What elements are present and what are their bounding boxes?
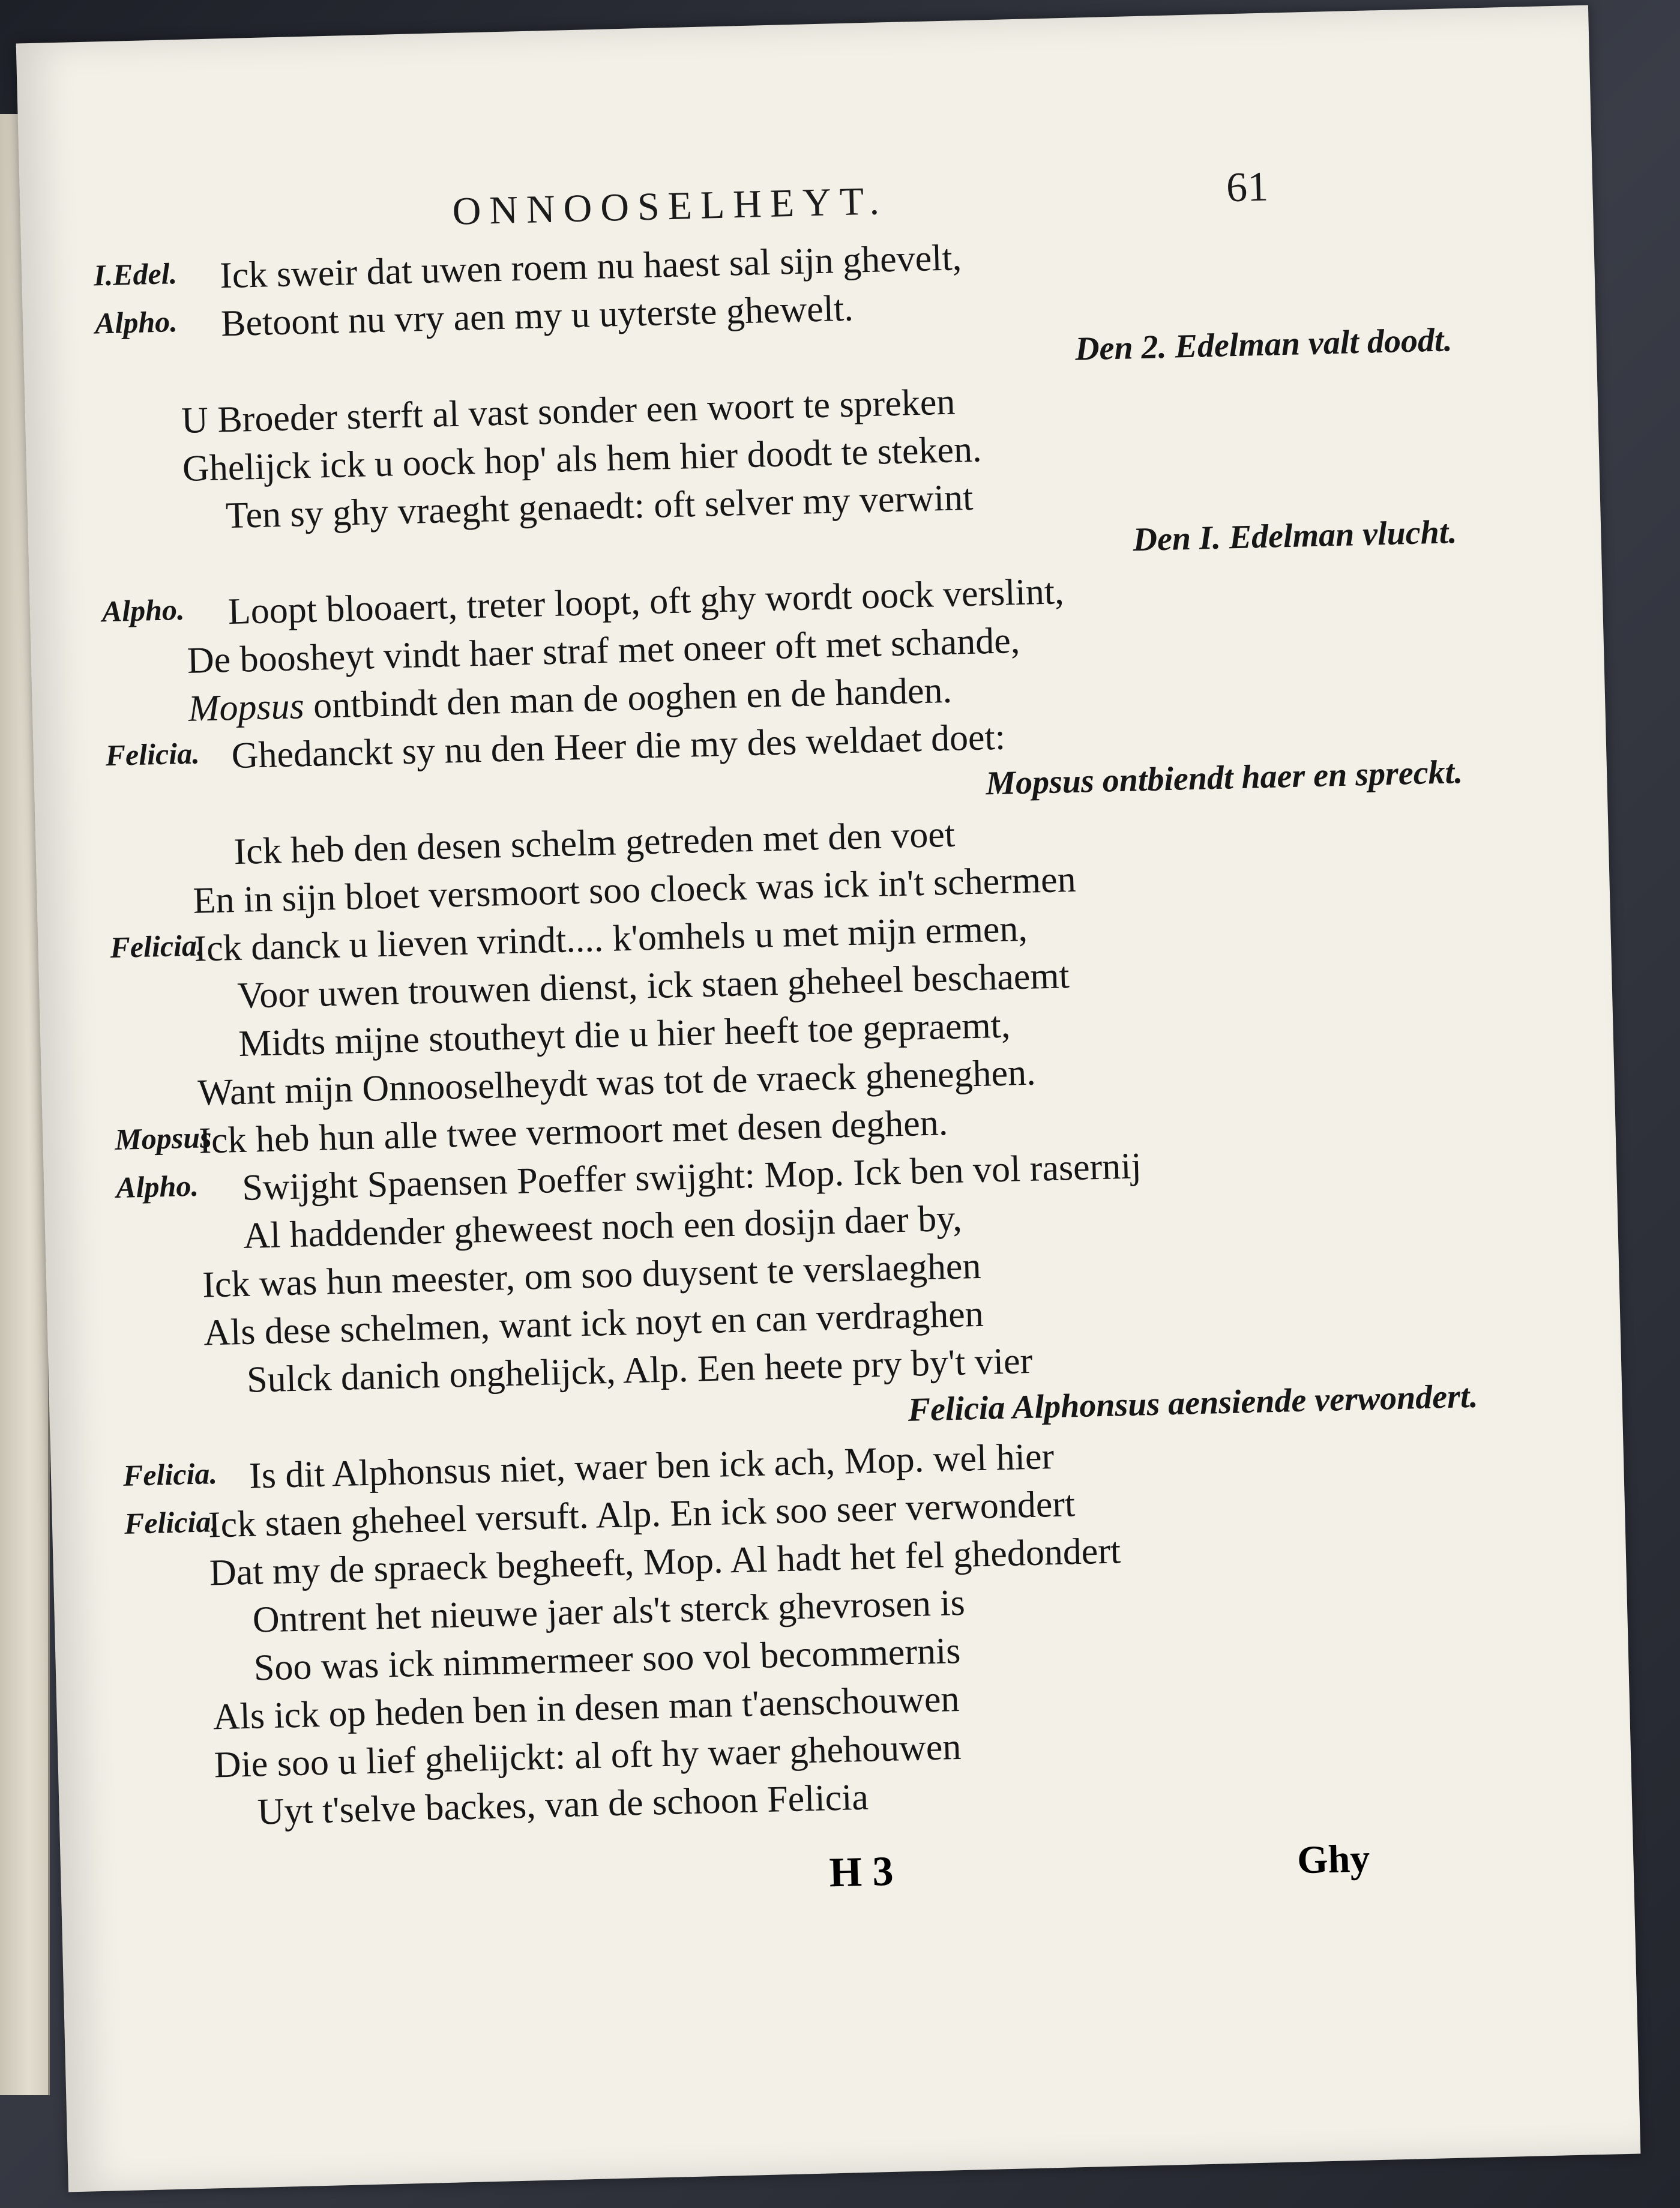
verse-text: Soo was ick nimmermeer soo vol becommernis <box>253 1630 962 1689</box>
verse-text: De boosheyt vindt haer straf met oneer oft met schande, <box>187 620 1020 681</box>
speaker-label: Alpho. <box>115 1168 199 1205</box>
verse-text: Swijght Spaensen Poeffer swijght: Mop. Ick ben vol rasernij <box>241 1145 1142 1208</box>
stage-direction: Mopsus ontbiendt haer en spreckt. <box>985 753 1463 803</box>
speaker-label: Felicia. <box>124 1504 219 1540</box>
catchword: Ghy <box>1296 1836 1371 1883</box>
verse-text-rest: ontbindt den man de ooghen en de handen. <box>313 669 953 726</box>
speaker-label: Felicia. <box>122 1456 218 1492</box>
verse-text: Want mijn Onnooselheydt was tot de vraeck gheneghen. <box>197 1052 1037 1114</box>
verse-text: Ick heb hun alle twee vermoort met desen deghen. <box>198 1102 949 1162</box>
signature-mark: H 3 <box>828 1848 894 1896</box>
speaker-label: Alpho. <box>94 304 178 340</box>
verse-text: Dat my de spraeck begheeft, Mop. Al hadt het fel ghedondert <box>209 1530 1121 1594</box>
verse-text: U Broeder sterft al vast sonder een woort te spreken <box>181 381 956 441</box>
verse-text: Als ick op heden ben in desen man t'aenschouwen <box>212 1678 960 1738</box>
verse-text: Ick staen gheheel versuft. Alp. En ick soo seer verwondert <box>208 1483 1076 1546</box>
italic-name: Mopsus <box>187 686 305 729</box>
verse-text: Is dit Alphonsus niet, waer ben ick ach, Mop. wel hier <box>248 1436 1055 1497</box>
verse-text: Ghedanckt sy nu den Heer die my des weldaet doet: <box>230 716 1006 777</box>
verse-text: Al haddender gheweest noch een dosijn daer by, <box>242 1198 963 1256</box>
book-page <box>16 5 1641 2192</box>
verse-text: Als dese schelmen, want ick noyt en can verdraghen <box>203 1293 984 1354</box>
running-head: ONNOOSELHEYT. <box>451 179 888 234</box>
speaker-label: Alpho. <box>101 592 185 629</box>
verse-text: Die soo u lief ghelijckt: al oft hy waer ghehouwen <box>213 1726 962 1786</box>
verse-text: Ick was hun meester, om soo duysent te verslaeghen <box>202 1245 982 1306</box>
verse-text: Sulck danich onghelijck, Alp. Een heete pry by't vier <box>246 1340 1033 1401</box>
verse-text: Ick danck u lieven vrindt.... k'omhels u met mijn ermen, <box>193 908 1028 970</box>
stage-direction: Den I. Edelman vlucht. <box>1132 513 1458 559</box>
stage-direction: Den 2. Edelman valt doodt. <box>1074 321 1453 368</box>
page-number: 61 <box>1226 163 1269 211</box>
verse-text: Ick sweir dat uwen roem nu haest sal sijn ghevelt, <box>219 237 962 297</box>
verse-text: Ghelijck ick u oock hop' als hem hier doodt te steken. <box>182 429 983 489</box>
verse-text: Ten sy ghy vraeght genaedt: oft selver my verwint <box>225 477 974 537</box>
speaker-label: Mopsus <box>114 1120 212 1157</box>
verse-text: Ick heb den desen schelm getreden met den voet <box>233 813 956 873</box>
verse-text: Voor uwen trouwen dienst, ick staen gheheel beschaemt <box>236 955 1070 1016</box>
speaker-label: Felicia. <box>109 928 205 965</box>
speaker-label: I.Edel. <box>93 256 178 292</box>
stage-direction: Felicia Alphonsus aensiende verwondert. <box>907 1377 1479 1429</box>
verse-text: Ontrent het nieuwe jaer als't sterck ghevrosen is <box>252 1582 966 1641</box>
verse-text: Uyt t'selve backes, van de schoon Felicia <box>256 1776 869 1833</box>
verse-text: Loopt blooaert, treter loopt, oft ghy wordt oock verslint, <box>227 571 1065 633</box>
verse-text: Midts mijne stoutheyt die u hier heeft toe gepraemt, <box>238 1004 1011 1064</box>
verse-text: Betoont nu vry aen my u uyterste ghewelt. <box>220 288 854 345</box>
speaker-label: Felicia. <box>104 736 200 773</box>
verse-text: En in sijn bloet versmoort soo cloeck was ick in't schermen <box>192 858 1077 922</box>
